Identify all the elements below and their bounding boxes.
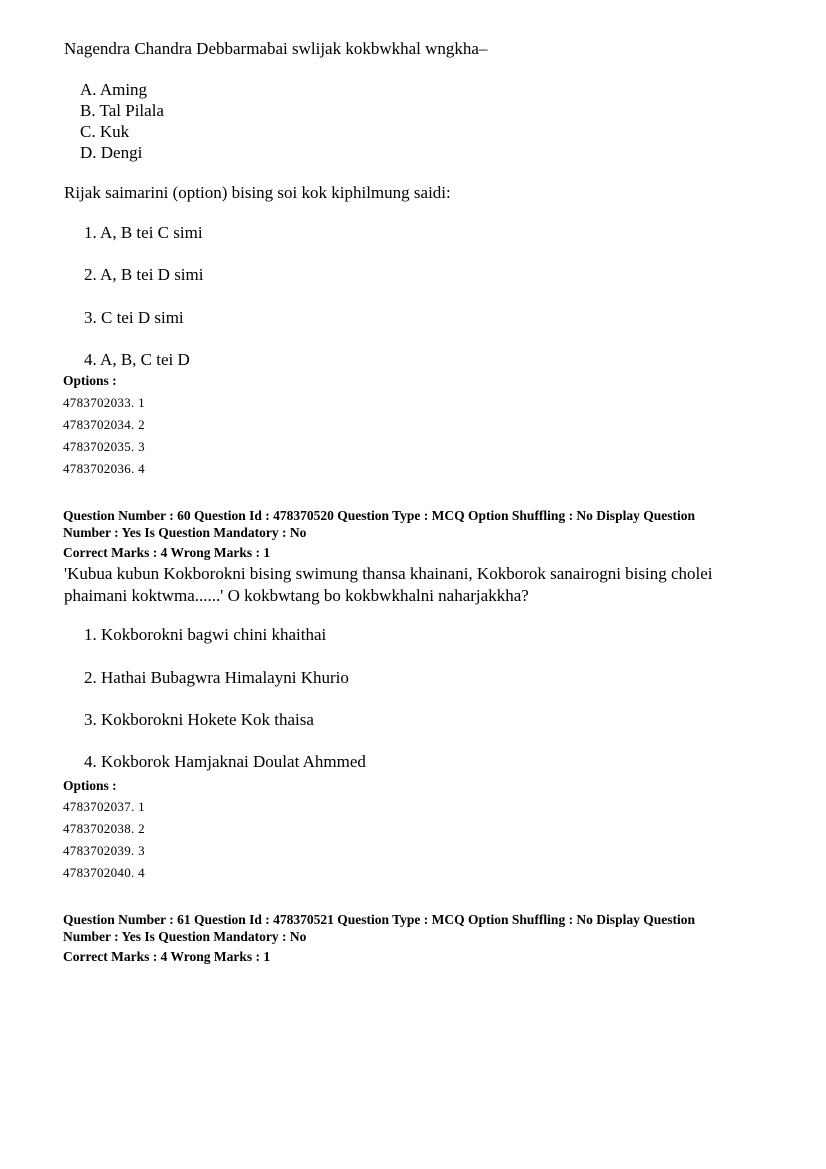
- q60-option-id-2: 4783702038. 2: [63, 821, 145, 836]
- q60-marks: Correct Marks : 4 Wrong Marks : 1: [63, 545, 271, 560]
- q60-option-id-1: 4783702037. 1: [63, 799, 145, 814]
- q59-instruction: Rijak saimarini (option) bising soi kok kiphilmung saidi:: [64, 183, 451, 202]
- q59-option-id-4: 4783702036. 4: [63, 461, 145, 476]
- q59-choice-1: 1. A, B tei C simi: [84, 223, 203, 242]
- q59-item-c: C. Kuk: [80, 122, 130, 141]
- q59-choice-3: 3. C tei D simi: [84, 308, 184, 327]
- q60-option-id-4: 4783702040. 4: [63, 865, 145, 880]
- q59-item-d: D. Dengi: [80, 143, 143, 162]
- q60-choice-2: 2. Hathai Bubagwra Himalayni Khurio: [84, 668, 349, 687]
- q60-stem-line1: 'Kubua kubun Kokborokni bising swimung thansa khainani, Kokborok sanairogni bising cholei: [64, 564, 713, 583]
- q59-option-id-3: 4783702035. 3: [63, 439, 145, 454]
- q60-choice-1: 1. Kokborokni bagwi chini khaithai: [84, 625, 327, 644]
- q60-header-line1: Question Number : 60 Question Id : 478370520 Question Type : MCQ Option Shuffling : No Display Question: [63, 508, 695, 523]
- q59-choice-4: 4. A, B, C tei D: [84, 350, 190, 369]
- q60-header-line2: Number : Yes Is Question Mandatory : No: [63, 525, 307, 540]
- q59-option-id-2: 4783702034. 2: [63, 417, 145, 432]
- q59-option-id-1: 4783702033. 1: [63, 395, 145, 410]
- q59-item-b: B. Tal Pilala: [80, 101, 164, 120]
- q61-header-line1: Question Number : 61 Question Id : 478370521 Question Type : MCQ Option Shuffling : No Display Question: [63, 912, 695, 927]
- q60-stem-line2: phaimani koktwma......' O kokbwtang bo kokbwkhalni naharjakkha?: [64, 586, 529, 605]
- q60-choice-3: 3. Kokborokni Hokete Kok thaisa: [84, 710, 314, 729]
- q59-options-label: Options :: [63, 373, 117, 388]
- q60-choice-4: 4. Kokborok Hamjaknai Doulat Ahmmed: [84, 752, 366, 771]
- q59-choice-2: 2. A, B tei D simi: [84, 265, 204, 284]
- q61-marks: Correct Marks : 4 Wrong Marks : 1: [63, 949, 271, 964]
- q60-options-label: Options :: [63, 778, 117, 793]
- q59-stem: Nagendra Chandra Debbarmabai swlijak kokbwkhal wngkha–: [64, 39, 488, 58]
- q59-item-a: A. Aming: [80, 80, 148, 99]
- q61-header-line2: Number : Yes Is Question Mandatory : No: [63, 929, 307, 944]
- q60-option-id-3: 4783702039. 3: [63, 843, 145, 858]
